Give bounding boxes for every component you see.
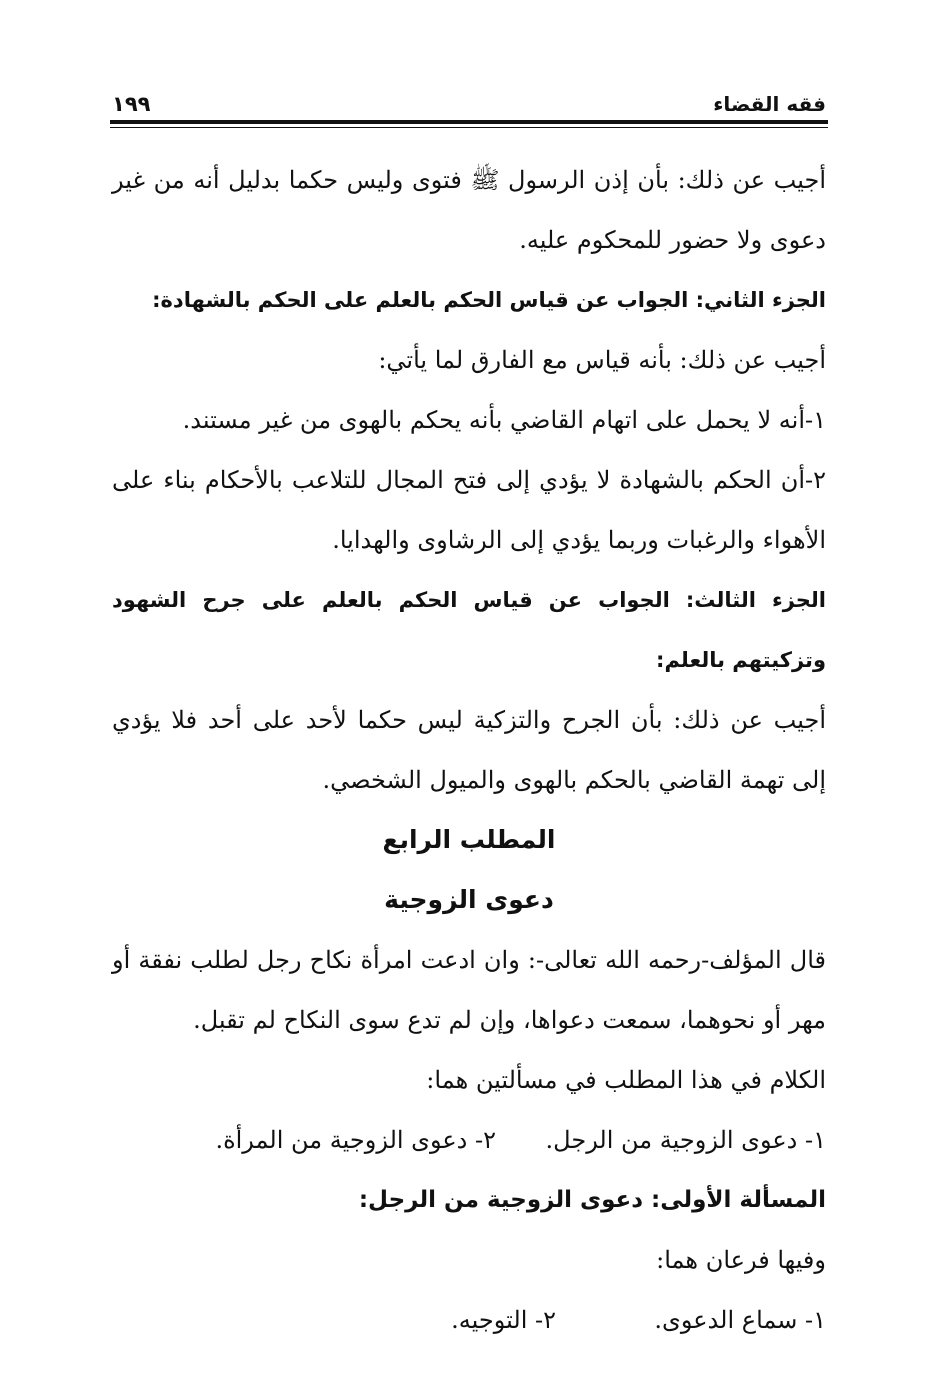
- heading-part-3: الجزء الثالث: الجواب عن قياس الحكم بالعلم على جرح الشهود وتزكيتهم بالعلم:: [112, 588, 826, 672]
- paragraph-author-quote: قال المؤلف-رحمه الله تعالى-: وان ادعت امرأة نكاح رجل لطلب نفقة أو مهر أو نحوهما، سمعت دعواها، وإن لم تدع سوى النكاح لم تقبل.: [112, 946, 826, 1034]
- heading-issue-1: المسألة الأولى: دعوى الزوجية من الرجل:: [358, 1187, 826, 1213]
- section-subtitle: دعوى الزوجية: [384, 885, 554, 914]
- page-body: [112, 150, 826, 1350]
- branches-list-item: ٢- التوجيه.: [451, 1306, 556, 1334]
- paragraph-branches-intro: وفيها فرعان هما:: [656, 1246, 826, 1274]
- running-title: فقه القضاء: [713, 92, 826, 116]
- list-item-2: ٢-أن الحكم بالشهادة لا يؤدي إلى فتح المجال للتلاعب بالأحكام بناء على الأهواء والرغبات وربما يؤدي إلى الرشاوى والهدايا.: [112, 466, 826, 554]
- paragraph-issues-intro: الكلام في هذا المطلب في مسألتين هما:: [426, 1066, 826, 1094]
- section-title: المطلب الرابع: [382, 825, 556, 854]
- issues-list: [112, 1110, 826, 1170]
- paragraph-answer-1: أجيب عن ذلك: بأن إذن الرسول ﷺ فتوى وليس حكما بدليل أنه من غير دعوى ولا حضور للمحكوم عليه.: [112, 166, 826, 254]
- branches-list-item: ١- سماع الدعوى.: [654, 1306, 826, 1334]
- paragraph-answer-3: أجيب عن ذلك: بأن الجرح والتزكية ليس حكما لأحد على أحد فلا يؤدي إلى تهمة القاضي بالحكم بالهوى والميول الشخصي.: [112, 706, 826, 794]
- branches-list: [112, 1290, 826, 1350]
- heading-part-2: الجزء الثاني: الجواب عن قياس الحكم بالعلم على الحكم بالشهادة:: [152, 288, 826, 312]
- list-item-1: ١-أنه لا يحمل على اتهام القاضي بأنه يحكم بالهوى من غير مستند.: [182, 406, 826, 434]
- page-number: ١٩٩: [112, 92, 151, 116]
- page-header: [112, 86, 826, 116]
- issues-list-item: ٢- دعوى الزوجية من المرأة.: [215, 1126, 496, 1154]
- issues-list-item: ١- دعوى الزوجية من الرجل.: [545, 1126, 826, 1154]
- header-rule-thick: [110, 120, 828, 124]
- paragraph-answer-2: أجيب عن ذلك: بأنه قياس مع الفارق لما يأتي:: [378, 346, 826, 374]
- header-rule-thin: [110, 127, 828, 128]
